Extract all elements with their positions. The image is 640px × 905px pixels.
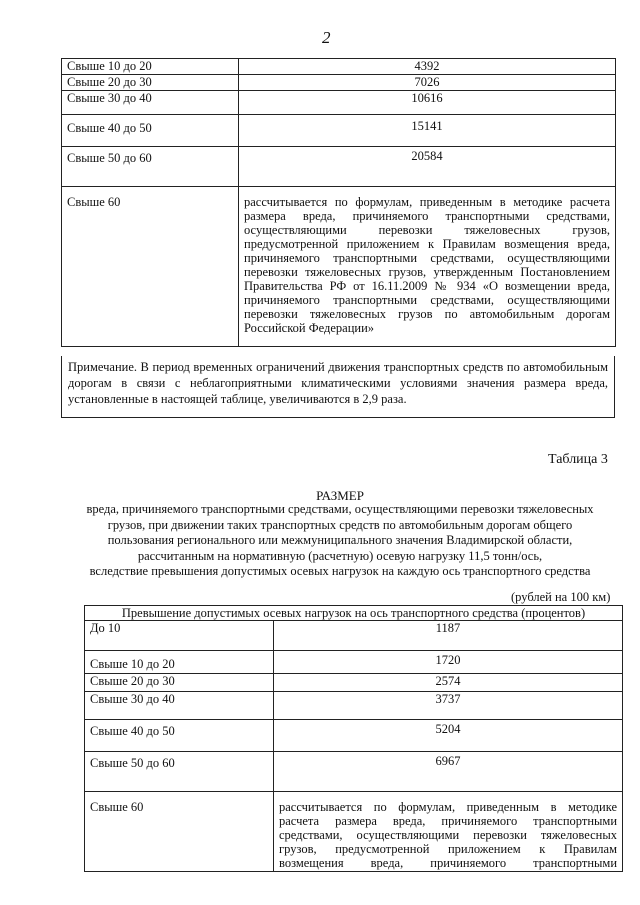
- damage-table-3: [84, 605, 623, 872]
- table-title: РАЗМЕР: [316, 488, 364, 503]
- row-value: 10616: [239, 91, 616, 115]
- table-note: Примечание. В период временных ограничений движения транспортных средств по автомобильным дорогам в связи с неблагоприятными климатическими условиями значения размера вреда, установленные в настоящей таблице, увеличиваются в 2,9 раза.: [61, 356, 615, 418]
- table-row: [62, 59, 616, 75]
- formula-note: [239, 187, 616, 347]
- row-label: Свыше 10 до 20: [85, 651, 274, 674]
- text-line: средствами, осуществляющими перевозки тяжеловесных: [279, 828, 618, 842]
- table-row: [62, 75, 616, 91]
- text-line: Правительства РФ от 16.11.2009 № 934 «О возмещении вреда,: [244, 279, 610, 293]
- row-label: Свыше 30 до 40: [62, 91, 239, 115]
- damage-table-continued: [61, 58, 616, 347]
- text-line: рассчитывается по формулам, приведенным в методике: [279, 800, 618, 814]
- row-label: Свыше 40 до 50: [62, 115, 239, 147]
- text-line: причиняемого транспортными средствами, осуществляющими: [244, 251, 610, 265]
- table-row: [85, 752, 623, 792]
- table-row: [85, 720, 623, 752]
- formula-note: [274, 792, 623, 872]
- row-value: 7026: [239, 75, 616, 91]
- table-row: [62, 91, 616, 115]
- row-value: 2574: [274, 674, 623, 692]
- description-line: грузов, при движении таких транспортных средств по автомобильным дорогам общего: [107, 517, 573, 532]
- table-description: [60, 502, 620, 580]
- text-line: причиняемого транспортными средствами, осуществляющими: [244, 293, 610, 307]
- row-label: Свыше 60: [62, 187, 239, 347]
- text-line: рассчитывается по формулам, приведенным в методике расчета: [244, 195, 610, 209]
- row-value: 1720: [274, 651, 623, 674]
- table-row: [85, 651, 623, 674]
- table-row: [62, 147, 616, 187]
- formula-text: [244, 195, 610, 335]
- text-line: перевозки тяжеловесных грузов по автомобильным дорогам: [244, 307, 610, 321]
- row-label: До 10: [85, 621, 274, 651]
- row-label: Свыше 60: [85, 792, 274, 872]
- table-row: [62, 187, 616, 347]
- row-label: Свыше 40 до 50: [85, 720, 274, 752]
- text-line: грузов, предусмотренной приложением к Правилам: [279, 842, 618, 856]
- table-row: [85, 674, 623, 692]
- row-value: 1187: [274, 621, 623, 651]
- row-label: Свыше 20 до 30: [85, 674, 274, 692]
- text-line: размера вреда, причиняемого транспортными средствами,: [244, 209, 610, 223]
- row-label: Свыше 50 до 60: [62, 147, 239, 187]
- text-line: перевозки тяжеловесных грузов, утвержденным Постановлением: [244, 265, 610, 279]
- row-value: 6967: [274, 752, 623, 792]
- text-line: осуществляющими перевозки тяжеловесных грузов,: [244, 223, 610, 237]
- table-row: [85, 621, 623, 651]
- row-label: Свыше 10 до 20: [62, 59, 239, 75]
- text-line: возмещения вреда, причиняемого транспортными: [279, 856, 618, 870]
- units-label: (рублей на 100 км): [511, 590, 611, 604]
- text-line: расчета размера вреда, причиняемого транспортными: [279, 814, 618, 828]
- text-line: предусмотренной приложением к Правилам возмещения вреда,: [244, 237, 610, 251]
- row-label: Свыше 30 до 40: [85, 692, 274, 720]
- row-label: Свыше 50 до 60: [85, 752, 274, 792]
- row-value: 15141: [239, 115, 616, 147]
- table-row: [62, 115, 616, 147]
- table-header-row: [85, 606, 623, 621]
- row-value: 3737: [274, 692, 623, 720]
- table-row: [85, 692, 623, 720]
- page-number: 2: [322, 28, 331, 47]
- row-value: 5204: [274, 720, 623, 752]
- description-line: пользования регионального или межмуниципального значения Владимирской области,: [107, 533, 573, 547]
- column-header: Превышение допустимых осевых нагрузок на ось транспортного средства (процентов): [85, 606, 623, 621]
- row-value: 4392: [239, 59, 616, 75]
- description-line: вследствие превышения допустимых осевых нагрузок на каждую ось транспортного средства: [89, 564, 591, 578]
- table-row: [85, 792, 623, 872]
- description-line: рассчитанным на нормативную (расчетную) осевую нагрузку 11,5 тонн/ось,: [137, 548, 543, 563]
- table-label: Таблица 3: [548, 452, 608, 467]
- row-label: Свыше 20 до 30: [62, 75, 239, 91]
- text-line: Российской Федерации»: [244, 321, 375, 335]
- description-line: вреда, причиняемого транспортными средствами, осуществляющими перевозки тяжеловесных: [86, 502, 594, 516]
- row-value: 20584: [239, 147, 616, 187]
